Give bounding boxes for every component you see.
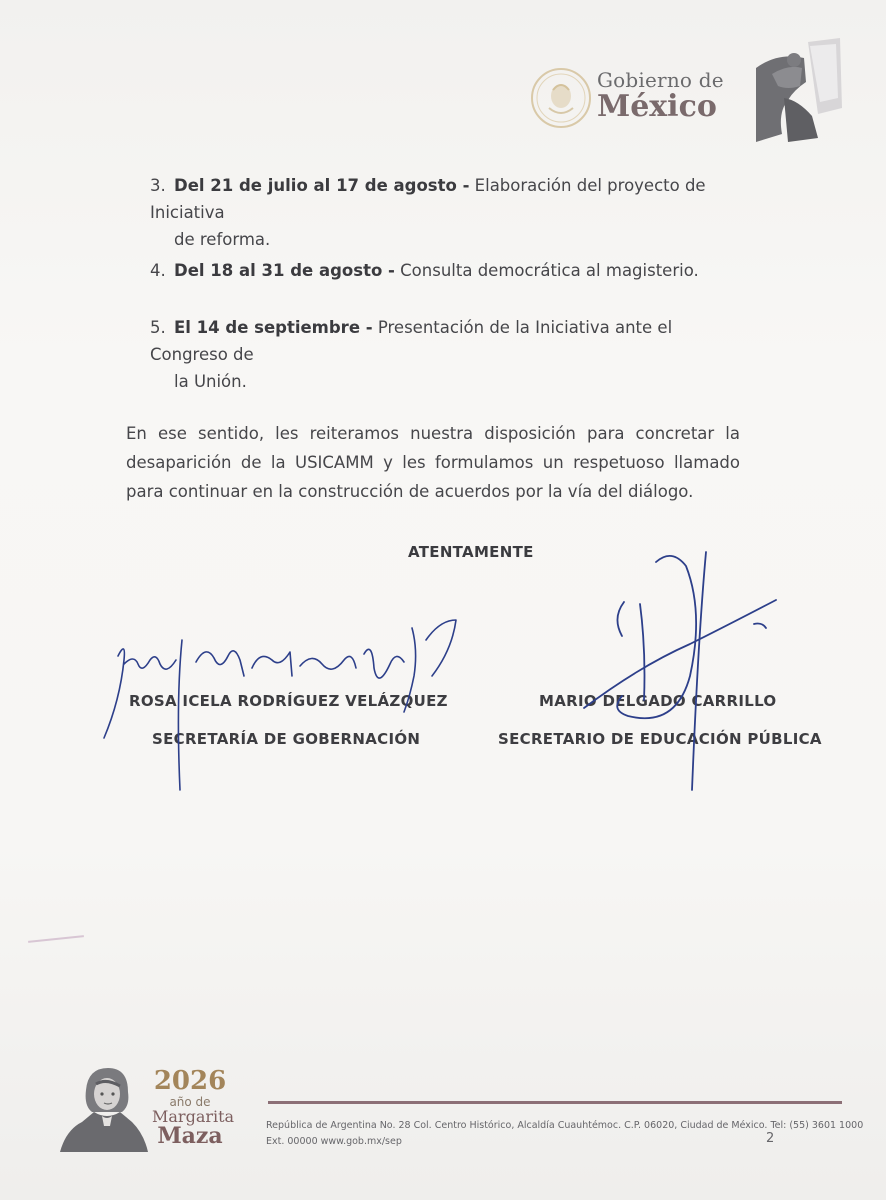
item-continuation: de reforma. (174, 230, 271, 249)
item-number: 4. (150, 261, 166, 280)
government-logo-text (597, 70, 724, 122)
item-date: Del 18 al 31 de agosto - (174, 261, 395, 280)
list-item (150, 172, 740, 253)
national-seal-icon (529, 66, 593, 130)
right-signature (584, 552, 776, 790)
closing-salutation: ATENTAMENTE (408, 543, 534, 561)
year-name-last: Maza (157, 1123, 223, 1149)
right-signer-title: SECRETARIO DE EDUCACIÓN PÚBLICA (498, 730, 822, 748)
item-date: Del 21 de julio al 17 de agosto - (174, 176, 470, 195)
right-signer-name: MARIO DELGADO CARRILLO (539, 692, 777, 710)
item-continuation: la Unión. (174, 372, 247, 391)
list-item (150, 314, 740, 395)
list-item (150, 257, 740, 284)
left-signer-name: ROSA ICELA RODRÍGUEZ VELÁZQUEZ (129, 692, 448, 710)
item-text: Elaboración del proyecto de Iniciativa (150, 176, 706, 222)
item-text: Consulta democrática al magisterio. (394, 261, 699, 280)
item-text: Presentación de la Iniciativa ante el Congreso de (150, 318, 673, 364)
footer-address: República de Argentina No. 28 Col. Centro Histórico, Alcaldía Cuauhtémoc. C.P. 06020, Ciudad de México. Tel: (55) 3601 1000 (266, 1120, 864, 1131)
gov-line1: Gobierno de (597, 68, 724, 92)
flag-figure-icon (748, 38, 844, 144)
year-name-first: Margarita (152, 1107, 235, 1126)
body-paragraph: En ese sentido, les reiteramos nuestra disposición para concretar la desaparición de la USICAMM y les formulamos un respetuoso llamado para continuar en la construcción de acuerdos por la vía del diálogo. (126, 424, 740, 501)
left-signer-title: SECRETARÍA DE GOBERNACIÓN (152, 730, 421, 748)
footer-divider (268, 1101, 842, 1104)
footer-extension: Ext. 00000 www.gob.mx/sep (266, 1136, 402, 1147)
page-number: 2 (766, 1131, 775, 1146)
item-number: 5. (150, 318, 166, 337)
year-emblem (152, 1066, 235, 1149)
item-date: El 14 de septiembre - (174, 318, 373, 337)
year-number: 2026 (153, 1066, 227, 1096)
gov-line2: México (597, 89, 717, 124)
ink-smudge (28, 935, 84, 943)
item-number: 3. (150, 176, 166, 195)
year-subtitle: año de (169, 1095, 211, 1109)
margarita-maza-portrait-icon (58, 1060, 150, 1152)
